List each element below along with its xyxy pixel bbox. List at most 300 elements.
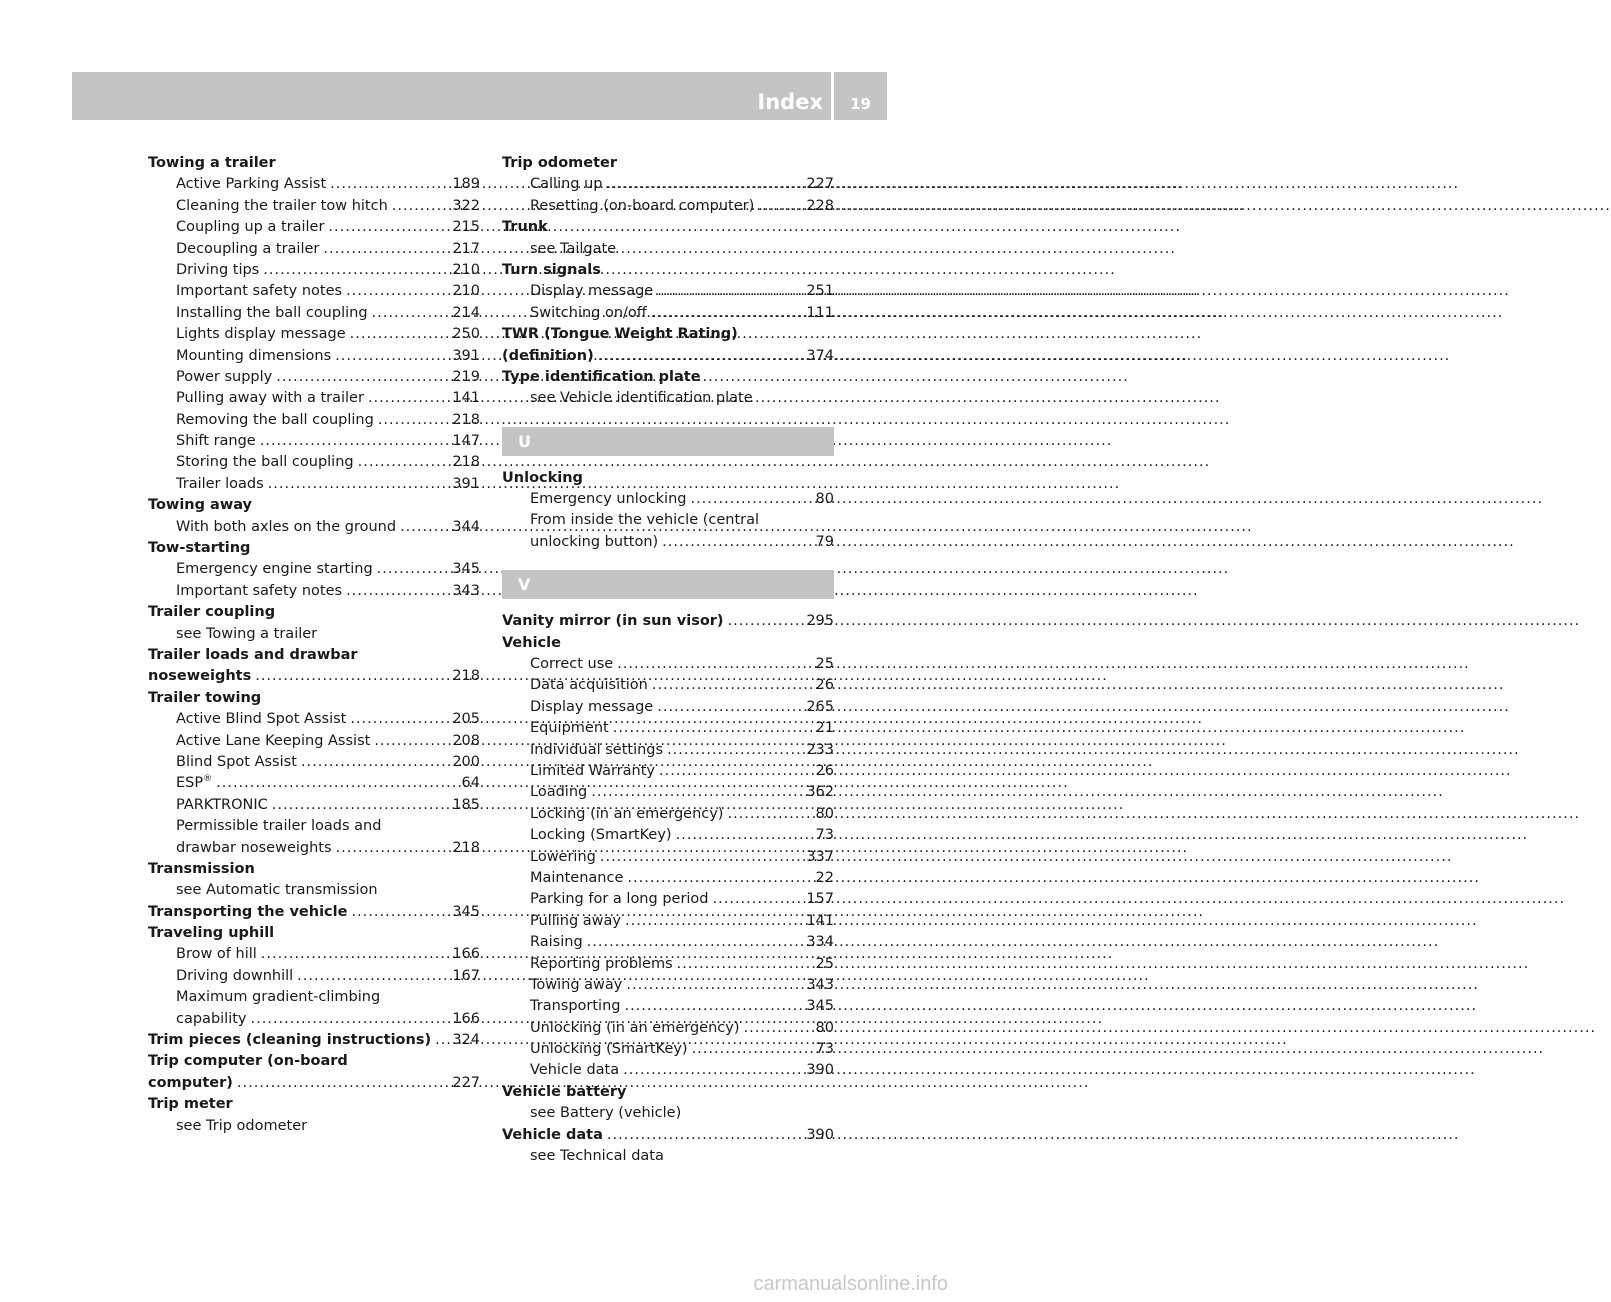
dot-leader [336,838,449,859]
entry-text: Display message [530,283,654,300]
dot-leader [651,303,803,324]
entry-text: Mounting dimensions [176,347,332,364]
dot-leader [627,868,811,889]
index-entry[interactable] [502,196,834,217]
dot-leader [659,761,812,782]
entry-text: From inside the vehicle (central [530,512,760,529]
entry-text: Emergency engine starting [176,561,373,578]
dot-leader [335,346,448,367]
entry-text: Transporting [530,998,621,1015]
entry-text: Correct use [530,656,614,673]
index-entry[interactable] [502,975,834,996]
index-heading [148,602,480,623]
entry-text: Important safety notes [176,582,343,599]
index-entry[interactable] [502,825,834,846]
dot-leader [677,954,812,975]
entry-text: Lowering [530,848,596,865]
index-entry[interactable] [148,239,480,260]
index-entry[interactable] [148,303,480,324]
page-reference[interactable]: 25 [815,955,834,972]
index-entry[interactable] [148,1009,480,1030]
page-reference[interactable]: 111 [806,304,834,321]
entry-text: unlocking button) [530,533,659,550]
page-reference[interactable]: 217 [452,240,480,257]
entry-text: Tow-starting [148,540,251,557]
dot-leader [728,611,803,632]
page-reference[interactable]: 251 [806,283,834,300]
index-entry[interactable] [502,889,834,910]
index-heading [148,153,480,174]
page-reference[interactable]: 218 [452,411,480,428]
index-entry[interactable] [502,174,834,195]
dot-leader [690,489,811,510]
index-entry[interactable] [502,954,834,975]
entry-text: With both axles on the ground [176,518,397,535]
index-entry[interactable] [148,517,480,538]
dot-leader [435,1030,448,1051]
index-entry[interactable] [148,474,480,495]
page-reference[interactable]: 250 [452,326,480,343]
page-reference[interactable]: 189 [452,176,480,193]
index-entry[interactable] [502,489,834,510]
entry-text: Pulling away [530,912,621,929]
entry-text: Trip computer (on-board [148,1053,348,1070]
index-heading [148,538,480,559]
entry-text: Limited Warranty [530,762,655,779]
entry-text: Shift range [176,433,256,450]
watermark: carmanualsonline.info [753,1273,948,1295]
index-entry [148,624,480,645]
index-entry [148,987,480,1008]
index-entry[interactable] [502,654,834,675]
dot-leader [607,1125,802,1146]
page-reference[interactable]: 147 [452,433,480,450]
page-reference[interactable]: 73 [815,1041,834,1058]
page-reference[interactable]: 166 [452,1010,480,1027]
dot-leader [272,795,449,816]
entry-text: Vanity mirror (in sun visor) [502,613,724,630]
page-reference[interactable]: 334 [806,934,834,951]
page-reference[interactable]: 80 [815,491,834,508]
entry-text: Active Parking Assist [176,176,327,193]
dot-leader [727,804,811,825]
index-heading[interactable] [148,1073,480,1094]
index-entry [502,1146,834,1167]
dot-leader [323,239,448,260]
entry-text: Data acquisition [530,677,648,694]
page-reference[interactable]: 200 [452,753,480,770]
page-reference[interactable]: 337 [806,848,834,865]
entry-text: Towing away [148,497,253,514]
dot-leader [713,889,803,910]
index-entry[interactable] [502,281,834,302]
dot-leader [657,281,802,302]
entry-text: Brow of hill [176,946,257,963]
dot-leader [237,1073,448,1094]
registered-mark: ® [203,774,213,785]
index-entry[interactable] [148,260,480,281]
page-reference[interactable]: 210 [452,283,480,300]
dot-leader [613,718,812,739]
entry-text: capability [176,1010,247,1027]
page-reference[interactable]: 295 [806,613,834,630]
dot-leader [587,932,803,953]
dot-leader [328,217,448,238]
entry-text: Equipment [530,720,609,737]
page-reference[interactable]: 205 [452,711,480,728]
index-heading [502,217,834,238]
page-reference[interactable]: 218 [452,454,480,471]
entry-text: see Tailgate [530,240,617,257]
index-heading [148,859,480,880]
dot-leader [377,559,449,580]
index-entry[interactable] [148,431,480,452]
entry-text: Trailer coupling [148,604,276,621]
index-entry[interactable] [502,911,834,932]
entry-text: PARKTRONIC [176,796,268,813]
index-entry[interactable] [502,932,834,953]
entry-text: Active Blind Spot Assist [176,711,347,728]
dot-leader [600,847,802,868]
page-reference[interactable]: 210 [452,261,480,278]
page-reference[interactable]: 391 [452,347,480,364]
entry-text: see Automatic transmission [176,882,378,899]
page-reference[interactable]: 362 [806,784,834,801]
entry-text: Switching on/off [530,304,647,321]
index-heading[interactable] [148,1030,480,1051]
index-entry[interactable] [502,996,834,1017]
page-reference[interactable]: 345 [452,561,480,578]
entry-text: Blind Spot Assist [176,753,297,770]
entry-text: Trailer towing [148,689,262,706]
page-reference[interactable]: 345 [806,998,834,1015]
page-reference[interactable]: 391 [452,475,480,492]
entry-text: (definition) [502,347,594,364]
index-heading[interactable] [502,1125,834,1146]
dot-leader [598,346,803,367]
dot-leader [276,367,448,388]
page-reference[interactable]: 227 [452,1074,480,1091]
index-entry[interactable] [148,388,480,409]
dot-leader [758,196,802,217]
index-entry[interactable] [502,804,834,825]
page-reference[interactable]: 25 [815,656,834,673]
page-reference[interactable]: 233 [806,741,834,758]
entry-text: Loading [530,784,588,801]
index-entry[interactable] [148,752,480,773]
dot-leader [351,902,448,923]
entry-text: Driving downhill [176,967,294,984]
dot-leader [623,1060,802,1081]
dot-leader [676,825,812,846]
page-reference[interactable]: 324 [452,1032,480,1049]
page-reference[interactable]: 141 [452,390,480,407]
page-reference[interactable]: 343 [806,976,834,993]
entry-text: computer) [148,1074,233,1091]
entry-text: Raising [530,934,583,951]
index-entry [148,880,480,901]
page-reference[interactable]: 166 [452,946,480,963]
index-entry[interactable] [502,532,834,553]
index-entry[interactable] [502,868,834,889]
dot-leader [330,174,448,195]
dot-leader [591,782,802,803]
index-heading [148,923,480,944]
page-reference[interactable]: 390 [806,1126,834,1143]
dot-leader [625,911,802,932]
dot-leader [657,697,802,718]
entry-text: Installing the ball coupling [176,304,368,321]
index-entry[interactable] [148,838,480,859]
dot-leader [350,709,448,730]
entry-text: Resetting (on-board computer) [530,197,755,214]
entry-text: Turn signals [502,261,601,278]
dot-leader [346,581,448,602]
dot-leader [652,675,812,696]
page-reference[interactable]: 219 [452,368,480,385]
page-reference[interactable]: 64 [461,775,480,792]
dot-leader [263,260,448,281]
dot-leader [268,474,449,495]
entry-text: Cleaning the trailer tow hitch [176,197,388,214]
dot-leader [378,410,449,431]
dot-leader [261,944,449,965]
page-reference[interactable]: 157 [806,891,834,908]
index-entry[interactable] [502,675,834,696]
entry-text: Type identification plate [502,368,701,385]
index-heading[interactable] [502,611,834,632]
dot-leader [350,324,449,345]
index-heading [502,633,834,654]
index-entry[interactable] [148,346,480,367]
page-reference[interactable]: 73 [815,827,834,844]
entry-text: Towing away [530,976,623,993]
index-heading[interactable] [502,346,834,367]
entry-text: Maintenance [530,869,624,886]
index-entry[interactable] [502,303,834,324]
index-heading[interactable] [148,902,480,923]
page-reference[interactable]: 79 [815,533,834,550]
entry-text: Power supply [176,368,273,385]
dot-leader [626,975,802,996]
page-reference[interactable]: 322 [452,197,480,214]
entry-text: Important safety notes [176,283,343,300]
entry-text: Driving tips [176,261,260,278]
page-reference[interactable]: 345 [452,903,480,920]
index-entry[interactable] [148,559,480,580]
dot-leader [667,740,802,761]
index-entry[interactable] [148,731,480,752]
entry-text: noseweights [148,668,252,685]
entry-text: Trailer loads and drawbar [148,646,358,663]
entry-text: drawbar noseweights [176,839,332,856]
entry-text: Towing a trailer [148,155,276,171]
page-reference[interactable]: 214 [452,304,480,321]
index-heading [502,1082,834,1103]
index-heading [148,688,480,709]
page-reference[interactable]: 26 [815,762,834,779]
index-heading[interactable] [148,666,480,687]
dot-leader [392,196,449,217]
entry-text: Locking (SmartKey) [530,827,672,844]
page-reference[interactable]: 80 [815,1019,834,1036]
index-entry[interactable] [148,324,480,345]
entry-text: Trim pieces (cleaning instructions) [148,1032,432,1049]
entry-text: Permissible trailer loads and [176,818,382,835]
index-entry[interactable] [148,581,480,602]
index-entry[interactable] [148,367,480,388]
index-entry [502,510,834,531]
page-reference[interactable]: 228 [806,197,834,214]
page-reference[interactable]: 21 [815,720,834,737]
entry-text: Transporting the vehicle [148,903,348,920]
index-entry[interactable] [502,740,834,761]
dot-leader [400,517,448,538]
page-reference[interactable]: 141 [806,912,834,929]
entry-text: see Trip odometer [176,1117,308,1134]
index-heading [148,1051,480,1072]
entry-text: Calling up [530,176,603,193]
entry-text: see Battery (vehicle) [530,1105,682,1122]
index-entry [148,816,480,837]
dot-leader [251,1009,449,1030]
entry-text: Unlocking [502,469,583,486]
index-heading [502,367,834,388]
index-entry [502,1103,834,1124]
index-header-bar [72,72,887,120]
entry-text: Vehicle battery [502,1083,627,1100]
index-entry[interactable] [502,1039,834,1060]
entry-text: Individual settings [530,741,664,758]
entry-text: see Towing a trailer [176,625,318,642]
index-heading [148,495,480,516]
dot-leader [692,1039,812,1060]
page-reference[interactable]: 218 [452,839,480,856]
page-reference[interactable]: 343 [452,582,480,599]
page-reference[interactable]: 227 [806,176,834,193]
page-reference[interactable]: 344 [452,518,480,535]
page-reference[interactable]: 22 [815,869,834,886]
page-reference[interactable]: 26 [815,677,834,694]
dot-leader [368,388,448,409]
entry-text: Unlocking (in an emergency) [530,1019,740,1036]
entry-text: Unlocking (SmartKey) [530,1041,688,1058]
entry-text: Trailer loads [176,475,264,492]
index-entry[interactable] [148,196,480,217]
entry-text: Traveling uphill [148,925,275,942]
dot-leader [624,996,802,1017]
index-entry[interactable] [148,174,480,195]
dot-leader [260,431,449,452]
dot-leader [216,773,457,794]
index-column-left [148,153,480,1137]
index-entry[interactable] [148,773,480,794]
index-entry [502,388,834,409]
entry-text: Coupling up a trailer [176,219,325,236]
entry-text: Vehicle data [502,1126,603,1143]
index-entry[interactable] [502,761,834,782]
header-title: Index [757,90,823,114]
entry-text: see Technical data [530,1148,664,1165]
page-reference[interactable]: 390 [806,1062,834,1079]
page-reference[interactable]: 167 [452,967,480,984]
index-entry[interactable] [148,452,480,473]
page-reference[interactable]: 80 [815,805,834,822]
entry-text: Trip odometer [502,155,618,171]
entry-text: Transmission [148,860,255,877]
dot-leader [358,452,449,473]
entry-text: Active Lane Keeping Assist [176,732,371,749]
index-entry[interactable] [502,697,834,718]
dot-leader [346,281,448,302]
index-entry[interactable] [148,944,480,965]
index-entry[interactable] [502,1018,834,1039]
index-entry[interactable] [502,782,834,803]
page-reference[interactable]: 218 [452,668,480,685]
page-reference[interactable]: 374 [806,347,834,364]
page-reference[interactable]: 265 [806,698,834,715]
index-heading [148,645,480,666]
index-entry[interactable] [148,966,480,987]
dot-leader [255,666,448,687]
entry-text: Display message [530,698,654,715]
index-entry[interactable] [148,217,480,238]
entry-text: Emergency unlocking [530,491,687,508]
index-entry[interactable] [502,718,834,739]
dot-leader [662,532,811,553]
index-entry[interactable] [502,1060,834,1081]
entry-text: see Vehicle identification plate [530,390,753,407]
entry-text: Reporting problems [530,955,673,972]
entry-text: Trip meter [148,1096,233,1113]
page-reference[interactable]: 185 [452,796,480,813]
index-column-right [502,153,834,1167]
index-entry [502,239,834,260]
entry-text: Removing the ball coupling [176,411,374,428]
index-entry[interactable] [148,410,480,431]
index-entry[interactable] [148,795,480,816]
page-reference[interactable]: 215 [452,219,480,236]
entry-text: Pulling away with a trailer [176,390,364,407]
index-heading [502,153,834,174]
entry-text: Trunk [502,219,548,236]
dot-leader [743,1018,811,1039]
dot-leader [607,174,803,195]
index-heading [502,468,834,489]
index-heading [502,324,834,345]
page-reference[interactable]: 208 [452,732,480,749]
entry-text: Vehicle data [530,1062,620,1079]
dot-leader [374,731,448,752]
entry-text: Storing the ball coupling [176,454,354,471]
entry-text: Lights display message [176,326,346,343]
index-heading [502,260,834,281]
entry-text: ESP® [176,774,213,792]
index-entry [148,1116,480,1137]
dot-leader [301,752,448,773]
index-entry[interactable] [148,281,480,302]
dot-leader [372,303,449,324]
dot-leader [617,654,811,675]
index-entry[interactable] [502,847,834,868]
entry-text: TWR (Tongue Weight Rating) [502,326,738,343]
entry-text: Parking for a long period [530,891,709,908]
dot-leader [297,966,448,987]
index-section-letter: U [502,427,834,456]
entry-text: Vehicle [502,634,561,651]
index-entry[interactable] [148,709,480,730]
index-heading [148,1094,480,1115]
